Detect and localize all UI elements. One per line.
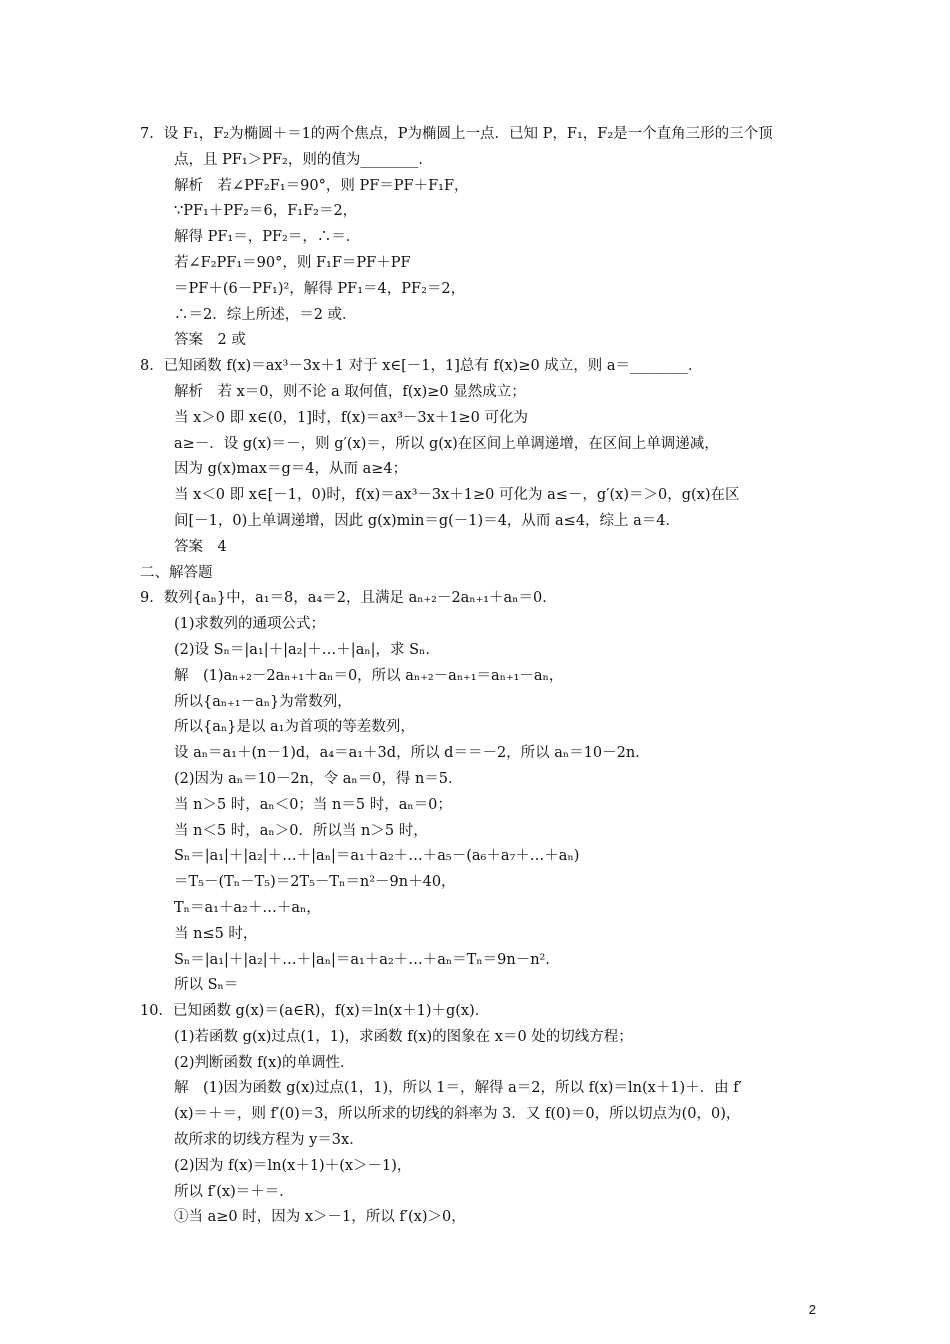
text-line: 所以{aₙ}是以 a₁为首项的等差数列， bbox=[174, 719, 415, 736]
text-line: 故所求的切线方程为 y＝3x． bbox=[174, 1132, 364, 1149]
text-line: (1)若函数 g(x)过点(1，1)，求函数 f(x)的图象在 x＝0 处的切线方程； bbox=[174, 1028, 633, 1045]
text-line: 答案 4 bbox=[174, 538, 227, 555]
text-line: 解 (1)因为函数 g(x)过点(1，1)，所以 1＝，解得 a＝2，所以 f(x)＝ln(x＋1)＋．由 f′ bbox=[174, 1080, 742, 1097]
text-line: 间[－1，0)上单调递增，因此 g(x)min＝g(－1)＝4，从而 a≤4，综上 a＝4． bbox=[174, 512, 681, 529]
text-line: 当 x＜0 即 x∈[－1，0)时，f(x)＝ax³－3x＋1≥0 可化为 a≤－，g′(x)＝＞0，g(x)在区 bbox=[174, 487, 740, 504]
text-line: ＝PF＋(6－PF₁)²，解得 PF₁＝4，PF₂＝2， bbox=[174, 280, 466, 297]
text-line: (2)设 Sₙ＝|a₁|＋|a₂|＋…＋|aₙ|，求 Sₙ． bbox=[174, 641, 440, 658]
text-line: 解析 若 x＝0，则不论 a 取何值，f(x)≥0 显然成立； bbox=[174, 383, 526, 400]
text-line: 当 x＞0 即 x∈(0，1]时，f(x)＝ax³－3x＋1≥0 可化为 bbox=[174, 409, 529, 426]
text-line: 8．已知函数 f(x)＝ax³－3x＋1 对于 x∈[－1，1]总有 f(x)≥0 成立，则 a＝________． bbox=[140, 358, 703, 375]
text-line: 解 (1)aₙ₊₂－2aₙ₊₁＋aₙ＝0，所以 aₙ₊₂－aₙ₊₁＝aₙ₊₁－aₙ， bbox=[174, 667, 564, 684]
text-line: (x)＝＋＝，则 f′(0)＝3，所以所求的切线的斜率为 3．又 f(0)＝0，所以切点为(0，0)， bbox=[174, 1106, 741, 1123]
text-line: (2)判断函数 f(x)的单调性． bbox=[174, 1054, 355, 1071]
text-line: ①当 a≥0 时，因为 x＞－1，所以 f′(x)＞0， bbox=[174, 1209, 466, 1226]
text-line: 二、解答题 bbox=[140, 564, 213, 581]
text-line: 当 n＜5 时，aₙ＞0．所以当 n＞5 时， bbox=[174, 822, 428, 839]
text-line: ＝T₅－(Tₙ－T₅)＝2T₅－Tₙ＝n²－9n＋40， bbox=[174, 874, 456, 891]
text-line: 答案 2 或 bbox=[174, 332, 246, 349]
text-line: 所以 f′(x)＝＋＝． bbox=[174, 1183, 294, 1200]
text-line: 解得 PF₁＝，PF₂＝，∴＝． bbox=[174, 229, 361, 246]
text-line: 因为 g(x)max＝g＝4，从而 a≥4； bbox=[174, 461, 408, 478]
text-line: 所以{aₙ₊₁－aₙ}为常数列， bbox=[174, 693, 352, 710]
text-line: Sₙ＝|a₁|＋|a₂|＋…＋|aₙ|＝a₁＋a₂＋…＋a₅－(a₆＋a₇＋…＋aₙ) bbox=[174, 848, 580, 865]
text-line: 当 n＞5 时，aₙ＜0；当 n＝5 时，aₙ＝0； bbox=[174, 796, 452, 813]
text-line: a≥－．设 g(x)＝－，则 g′(x)＝，所以 g(x)在区间上单调递增，在区间上单调递减， bbox=[174, 435, 719, 452]
text-line: Sₙ＝|a₁|＋|a₂|＋…＋|aₙ|＝a₁＋a₂＋…＋aₙ＝Tₙ＝9n－n²． bbox=[174, 951, 560, 968]
text-line: 9．数列{aₙ}中，a₁＝8，a₄＝2，且满足 aₙ₊₂－2aₙ₊₁＋aₙ＝0． bbox=[140, 590, 557, 607]
page-body bbox=[140, 122, 840, 1231]
text-line: 10．已知函数 g(x)＝(a∈R)，f(x)＝ln(x＋1)＋g(x)． bbox=[140, 1003, 490, 1020]
text-line: 设 aₙ＝a₁＋(n－1)d，a₄＝a₁＋3d，所以 d＝＝－2，所以 aₙ＝10－2n． bbox=[174, 745, 650, 762]
text-line: Tₙ＝a₁＋a₂＋…＋aₙ， bbox=[174, 899, 321, 916]
text-line: 解析 若∠PF₂F₁＝90°，则 PF＝PF＋F₁F， bbox=[174, 177, 469, 194]
text-line: 当 n≤5 时， bbox=[174, 925, 258, 942]
text-line: ∴＝2．综上所述，＝2 或． bbox=[174, 306, 357, 323]
text-line: 若∠F₂PF₁＝90°，则 F₁F＝PF＋PF bbox=[174, 254, 411, 271]
page-number: 2 bbox=[808, 1302, 816, 1317]
text-line: (2)因为 aₙ＝10－2n，令 aₙ＝0，得 n＝5． bbox=[174, 770, 463, 787]
text-line: 7．设 F₁，F₂为椭圆＋＝1的两个焦点，P为椭圆上一点．已知 P，F₁，F₂是一个直角三形的三个顶 bbox=[140, 126, 773, 142]
text-line: 点，且 PF₁＞PF₂，则的值为________． bbox=[174, 151, 433, 168]
text-line: (1)求数列的通项公式； bbox=[174, 616, 326, 633]
text-line: 所以 Sₙ＝ bbox=[174, 977, 239, 994]
text-line: (2)因为 f(x)＝ln(x＋1)＋(x＞－1)， bbox=[174, 1157, 412, 1174]
text-line: ∵PF₁＋PF₂＝6，F₁F₂＝2， bbox=[174, 203, 358, 220]
